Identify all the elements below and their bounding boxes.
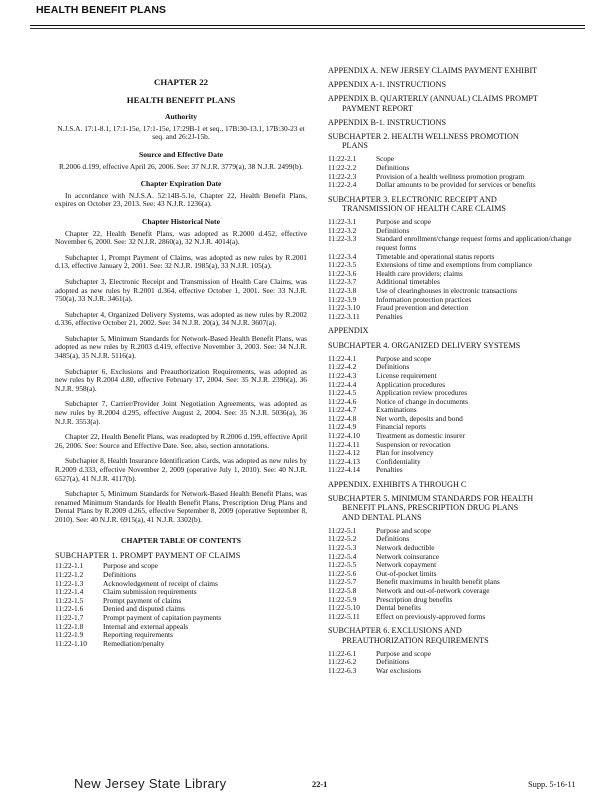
section-number: 11:22-6.1 [328, 648, 357, 658]
section-number: 11:22-4.4 [328, 379, 357, 389]
section-number: 11:22-3.1 [328, 217, 357, 227]
subchapter-3-list [328, 218, 590, 321]
section-title: Acknowledgement of receipt of claims [103, 578, 218, 588]
subchapter-6-title-line2: PREAUTHORIZATION REQUIREMENTS [342, 635, 489, 645]
section-title: Network and out-of-network coverage [376, 586, 490, 596]
toc-row [328, 218, 590, 227]
toc-row [328, 363, 590, 372]
library-watermark: New Jersey State Library [74, 776, 227, 791]
section-number: 11:22-2.3 [328, 171, 357, 181]
section-title: Remediation/penalty [103, 638, 165, 648]
section-number: 11:22-4.1 [328, 353, 357, 363]
subchapter-4-title: SUBCHAPTER 4. ORGANIZED DELIVERY SYSTEMS [328, 340, 521, 350]
toc-row [328, 466, 590, 475]
section-title: Dental benefits [376, 603, 421, 613]
section-number: 11:22-6.3 [328, 665, 357, 675]
toc-row [328, 441, 590, 450]
toc-row [328, 181, 590, 190]
section-title: Prompt payment of claims [103, 595, 182, 605]
section-title: Definitions [376, 225, 410, 235]
subchapter-6-list [328, 650, 590, 676]
section-number: 11:22-1.8 [55, 621, 84, 631]
section-title: Notice of change in documents [376, 396, 468, 406]
section-title: Dollar amounts to be provided for services or benefits [376, 180, 536, 190]
section-number: 11:22-3.8 [328, 285, 357, 295]
subchapter-5-title [328, 494, 590, 522]
toc-row [328, 561, 590, 570]
section-title: Prompt payment of capitation payments [103, 612, 222, 622]
appendix-b-line2: PAYMENT REPORT [342, 103, 413, 113]
section-number: 11:22-5.11 [328, 611, 360, 621]
section-number: 11:22-1.5 [55, 595, 84, 605]
section-number: 11:22-4.14 [328, 465, 360, 475]
history-paragraph: Subchapter 4, Organized Delivery Systems, was adopted as new rules by R.2002 d.336, effective October 21, 2002. See: 34 N.J.R. 20(a), 34 N.J.R. 3607(a). [55, 309, 307, 328]
supplement-date: Supp. 5-16-11 [528, 780, 576, 789]
section-number: 11:22-4.12 [328, 448, 360, 458]
toc-row [328, 596, 590, 605]
section-title: Use of clearinghouses in electronic transactions [376, 285, 517, 295]
section-title: Treatment as domestic insurer [376, 431, 466, 441]
subchapter-5-title-line3: AND DENTAL PLANS [342, 512, 422, 522]
section-title: Penalties [376, 311, 403, 321]
section-title: Examinations [376, 405, 417, 415]
toc-row [328, 458, 590, 467]
toc-row [328, 667, 590, 676]
section-title: Suspension or revocation [376, 439, 451, 449]
section-title: Confidentiality [376, 456, 421, 466]
toc-row [328, 553, 590, 562]
appendix-a: APPENDIX A. NEW JERSEY CLAIMS PAYMENT EXHIBIT [328, 66, 538, 75]
section-number: 11:22-3.10 [328, 303, 360, 313]
subchapter-5-title-line2: BENEFIT PLANS, PRESCRIPTION DRUG PLANS [342, 503, 519, 513]
section-title: Standard enrollment/change request forms and application/change request forms [376, 234, 572, 252]
section-title: Application review procedures [376, 388, 468, 398]
subchapter-3-appendix: APPENDIX [328, 326, 369, 336]
section-title: Definitions [376, 657, 410, 667]
section-number: 11:22-5.8 [328, 586, 357, 596]
section-number: 11:22-1.1 [55, 561, 84, 571]
section-number: 11:22-4.9 [328, 422, 357, 432]
toc-row [328, 650, 590, 659]
source-text: R.2006 d.199, effective April 26, 2006. See: 37 N.J.R. 3779(a), 38 N.J.R. 2499(b). [59, 161, 303, 171]
authority-heading: Authority [164, 112, 198, 122]
section-number: 11:22-5.5 [328, 560, 357, 570]
section-number: 11:22-3.4 [328, 251, 357, 261]
subchapter-5-list [328, 527, 590, 622]
section-title: Out-of-pocket limits [376, 568, 437, 578]
section-title: Reporting requirements [103, 630, 173, 640]
subchapter-3-title-line2: TRANSMISSION OF HEALTH CARE CLAIMS [342, 204, 506, 213]
toc-row [55, 562, 307, 571]
section-title: Scope [376, 154, 395, 164]
section-number: 11:22-5.3 [328, 543, 357, 553]
toc-row [328, 155, 590, 164]
subchapter-1-list [55, 562, 307, 648]
toc-row [328, 313, 590, 322]
appendix-a1: APPENDIX A-1. INSTRUCTIONS [328, 80, 447, 90]
section-number: 11:22-4.13 [328, 456, 360, 466]
section-title: Prescription drug benefits [376, 594, 453, 604]
section-number: 11:22-5.7 [328, 577, 357, 587]
expiration-heading: Chapter Expiration Date [140, 179, 222, 189]
appendix-b-line1: APPENDIX B. QUARTERLY (ANNUAL) CLAIMS PROMPT [328, 94, 538, 104]
section-number: 11:22-1.4 [55, 587, 84, 597]
toc-title: CHAPTER TABLE OF CONTENTS [121, 535, 241, 545]
history-notes [55, 230, 307, 525]
section-number: 11:22-5.10 [328, 603, 360, 613]
history-paragraph: Subchapter 5, Minimum Standards for Network-Based Health Benefit Plans, was adopted as new rules by R.2003 d.419, effective November 3, 2003. See: 34 N.J.R. 3485(a), 35 N.J.R. 5116(a). [55, 333, 307, 361]
section-number: 11:22-5.6 [328, 568, 357, 578]
running-header: HEALTH BENEFIT PLANS [36, 4, 167, 16]
page-number: 22-1 [312, 780, 328, 789]
toc-row [55, 640, 307, 649]
section-number: 11:22-4.2 [328, 362, 357, 372]
section-title: Definitions [376, 534, 410, 544]
section-number: 11:22-3.11 [328, 311, 360, 321]
section-title: Net worth, deposits and bond [376, 413, 463, 423]
section-title: Benefit maximums in health benefit plans [376, 577, 500, 587]
subchapter-4-appendix: APPENDIX. EXHIBITS A THROUGH C [328, 480, 467, 490]
header-rule [30, 25, 585, 26]
appendix-b1: APPENDIX B-1. INSTRUCTIONS [328, 117, 447, 127]
page-footer [0, 774, 614, 796]
toc-row [328, 355, 590, 364]
subchapter-2-title-line1: SUBCHAPTER 2. HEALTH WELLNESS PROMOTION [328, 132, 519, 142]
history-paragraph: Subchapter 7, Carrier/Provider Joint Negotiation Agreements, was adopted as new rules by R.2004 d.295, effective August 2, 2004. See: 35 N.J.R. 5036(a), 36 N.J.R. 3553(a). [55, 399, 307, 426]
section-title: Definitions [103, 569, 137, 579]
section-title: Network deductible [376, 543, 435, 553]
section-number: 11:22-5.4 [328, 551, 357, 561]
section-title: Fraud prevention and detection [376, 303, 469, 313]
section-title: Denied and disputed claims [103, 604, 185, 614]
toc-row [328, 398, 590, 407]
section-number: 11:22-3.7 [328, 277, 357, 287]
toc-row [328, 415, 590, 424]
subchapter-2-list [328, 155, 590, 189]
section-number: 11:22-3.2 [328, 225, 357, 235]
section-title: Purpose and scope [376, 217, 432, 227]
toc-row [55, 623, 307, 632]
subchapter-3-title-line1: SUBCHAPTER 3. ELECTRONIC RECEIPT AND [328, 194, 497, 204]
section-number: 11:22-3.5 [328, 260, 357, 270]
section-number: 11:22-2.4 [328, 180, 357, 190]
subchapter-3-title [328, 195, 590, 213]
section-title: Claim submission requirements [103, 587, 197, 597]
section-number: 11:22-4.5 [328, 388, 357, 398]
subchapter-1-title: SUBCHAPTER 1. PROMPT PAYMENT OF CLAIMS [55, 551, 241, 561]
section-title: War exclusions [376, 665, 422, 675]
section-number: 11:22-3.3 [328, 234, 357, 244]
section-title: Plan for insolvency [376, 448, 434, 458]
section-title: License requirement [376, 370, 437, 380]
section-number: 11:22-1.9 [55, 630, 84, 640]
section-number: 11:22-5.2 [328, 534, 357, 544]
subchapter-4-list [328, 355, 590, 475]
history-paragraph: Chapter 22, Health Benefit Plans, was readopted by R.2006 d.199, effective April 26, 2006. See: Source and Effective Date. See, also, section annotations. [55, 432, 307, 450]
section-number: 11:22-5.1 [328, 525, 357, 535]
section-number: 11:22-2.1 [328, 154, 357, 164]
section-number: 11:22-6.2 [328, 657, 357, 667]
section-title: Purpose and scope [376, 353, 432, 363]
section-number: 11:22-5.9 [328, 594, 357, 604]
section-title: Health care providers; claims [376, 268, 463, 278]
section-number: 11:22-1.2 [55, 569, 84, 579]
section-number: 11:22-1.6 [55, 604, 84, 614]
subchapter-6-title-line1: SUBCHAPTER 6. EXCLUSIONS AND [328, 626, 462, 636]
history-paragraph: Subchapter 1, Prompt Payment of Claims, was adopted as new rules by R.2001 d.13, effective January 2, 2001. See: 32 N.J.R. 1985(a), 33 N.J.R. 105(a). [55, 252, 307, 271]
toc-row [328, 544, 590, 553]
history-paragraph: Subchapter 5, Minimum Standards for Network-Based Health Benefit Plans, was renamed Minimum Standards for Health Benefit Plans, Prescription Drug Plans and Dental Plans by R.2009 d.265, effective September 8, 2009 (operative September 8, 2010). See: 40 N.J.R. 6915(a), 41 N.J.R. 3302(b). [55, 489, 307, 524]
subchapter-2-title [328, 132, 590, 150]
section-title: Definitions [376, 163, 410, 173]
history-paragraph: Subchapter 8, Health Insurance Identification Cards, was adopted as new rules by R.2009 d.333, effective November 2, 2009 (operative July 1, 2010). See: 40 N.J.R. 6527(a), 41 N.J.R. 4117(b). [55, 456, 307, 483]
history-paragraph: Subchapter 6, Exclusions and Preauthorization Requirements, was adopted as new rules by R.2004 d.80, effective February 17, 2004. See: 35 N.J.R. 2396(a), 36 N.J.R. 958(a). [55, 366, 307, 393]
section-number: 11:22-4.6 [328, 396, 357, 406]
history-paragraph: Chapter 22, Health Benefit Plans, was adopted as R.2000 d.452, effective November 6, 2000. See: 32 N.J.R. 2860(a), 32 N.J.R. 4014(a). [55, 228, 307, 247]
section-title: Provision of a health wellness promotion program [376, 171, 525, 181]
section-title: Information protection practices [376, 294, 472, 304]
section-title: Extensions of time and exemptions from compliance [376, 260, 532, 270]
history-heading: Chapter Historical Note [142, 216, 220, 226]
history-paragraph: Subchapter 3, Electronic Receipt and Transmission of Health Care Claims, was adopted as new rules by R.2001 d.364, effective October 1, 2001. See: 33 N.J.R. 750(a), 33 N.J.R. 3461(a). [55, 276, 307, 304]
appendix-b [328, 94, 590, 112]
section-title: Purpose and scope [376, 648, 432, 658]
chapter-title: HEALTH BENEFIT PLANS [126, 94, 236, 105]
section-number: 11:22-4.11 [328, 439, 360, 449]
source-heading: Source and Effective Date [138, 149, 223, 159]
section-number: 11:22-4.3 [328, 370, 357, 380]
section-title: Timetable and operational status reports [376, 251, 495, 261]
toc-row [55, 588, 307, 597]
expiration-text: In accordance with N.J.S.A. 52:14B-5.1e, Chapter 22, Health Benefit Plans, expires on October 23, 2013. See: 43 N.J.R. 1236(a). [55, 190, 307, 209]
section-number: 11:22-2.2 [328, 163, 357, 173]
subchapter-5-title-line1: SUBCHAPTER 5. MINIMUM STANDARDS FOR HEALTH [328, 494, 534, 504]
subchapter-6-title [328, 626, 590, 644]
section-title: Purpose and scope [103, 561, 159, 571]
toc-row [328, 535, 590, 544]
section-title: Effect on previously-approved forms [376, 611, 486, 621]
toc-row [328, 372, 590, 381]
section-number: 11:22-4.7 [328, 405, 357, 415]
section-title: Definitions [376, 362, 410, 372]
toc-row [328, 587, 590, 596]
subchapter-2-title-line2: PLANS [342, 141, 368, 151]
section-number: 11:22-4.10 [328, 431, 360, 441]
section-number: 11:22-1.7 [55, 612, 84, 622]
section-number: 11:22-3.9 [328, 294, 357, 304]
header-rule-thin [30, 28, 585, 29]
toc-row [328, 432, 590, 441]
section-number: 11:22-3.6 [328, 268, 357, 278]
section-number: 11:22-4.8 [328, 413, 357, 423]
left-column [55, 62, 307, 653]
section-title: Network copayment [376, 560, 437, 570]
chapter-number: CHAPTER 22 [153, 77, 208, 87]
section-title: Purpose and scope [376, 525, 432, 535]
toc-row [328, 304, 590, 313]
toc-row [328, 527, 590, 536]
section-number: 11:22-1.10 [55, 638, 87, 648]
section-number: 11:22-1.3 [55, 578, 84, 588]
section-title: Application procedures [376, 379, 446, 389]
toc-row [55, 631, 307, 640]
toc-row [328, 235, 590, 252]
toc-row [328, 270, 590, 279]
authority-text: N.J.S.A. 17:1-8.1, 17:1-15e, 17:1-15e, 17:29B-1 et seq., 17B:30-13.1, 17B:30-23 et seq. and 26:2J-15b. [57, 123, 305, 142]
section-title: Penalties [376, 465, 403, 475]
toc-row [328, 658, 590, 667]
right-column [328, 66, 590, 681]
section-title: Internal and external appeals [103, 621, 189, 631]
section-title: Financial reports [376, 422, 426, 432]
toc-row [328, 613, 590, 622]
toc-row [328, 449, 590, 458]
section-title: Additional timetables [376, 277, 440, 287]
section-title: Network coinsurance [376, 551, 440, 561]
